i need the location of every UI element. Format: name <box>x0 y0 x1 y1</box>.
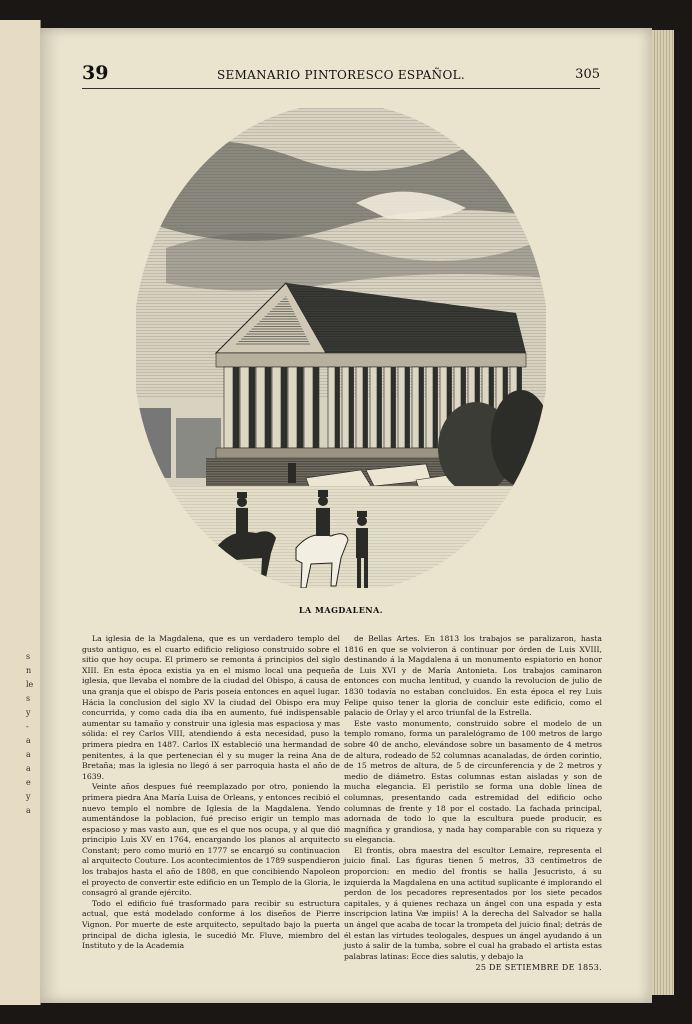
page-header <box>82 62 600 89</box>
facing-page-edge <box>0 20 41 1005</box>
facing-page-fragment: - <box>26 722 29 731</box>
facing-page-fragment: a <box>26 764 31 773</box>
column-shadow <box>297 367 303 448</box>
facing-page-fragment: s <box>26 652 31 661</box>
book-page <box>40 28 652 1003</box>
facing-page-fragment: y <box>26 708 31 717</box>
facing-page-fragment: a <box>26 750 31 759</box>
temple-column <box>412 367 419 448</box>
facing-page-fragment: a <box>26 736 31 745</box>
column-shadow <box>419 367 424 448</box>
column-shadow <box>335 367 340 448</box>
magdalena-engraving <box>136 108 546 588</box>
page-number: 305 <box>575 67 600 82</box>
facing-page-fragment: a <box>26 806 31 815</box>
temple-column <box>328 367 335 448</box>
temple-column <box>384 367 391 448</box>
issue-number: 39 <box>82 62 109 84</box>
facing-page-fragment: e <box>26 778 31 787</box>
article-column-1 <box>82 634 340 952</box>
column-shadow <box>349 367 354 448</box>
column-shadow <box>233 367 239 448</box>
column-shadow <box>377 367 382 448</box>
temple-column <box>398 367 405 448</box>
temple-column <box>342 367 349 448</box>
paragraph: Todo el edificio fué trasformado para recibir su estructura actual, que está modelado conforme á los diseños de Pierre Vignon. Por muerte de este arquitecto, sepultado bajo la puerta principal de dicha iglesia, le sucedió Mr. Fluve, miembro del Instituto y de la Academia <box>82 898 340 951</box>
temple-column <box>240 367 249 448</box>
column-shadow <box>433 367 438 448</box>
column-shadow <box>391 367 396 448</box>
paragraph: El frontis, obra maestra del escultor Lemaire, representa el juicio final. Las figuras tienen 5 metros, 33 centímetros de proporcion: en medio del frontis se halla Jesucristo, á su izquierda la Magdalena en una actitud suplicante é implorando el perdon de los pecadores representados por los siete pecados capitales, y á quienes rechaza un ángel con una espada y esta inscripcion latina Væ impiis! A la derecha del Salvador se halla un ángel que acaba de tocar la trompeta del juicio final; detrás de él estan las virtudes teologales, despues un ángel ayudando á un justo á salir de la tumba, sobre el cual ha grabado el artista estas palabras latinas: Ecce dies salutis, y debajo la <box>344 845 602 961</box>
facing-page-fragment: s <box>26 694 31 703</box>
column-shadow <box>405 367 410 448</box>
paragraph: La iglesia de la Magdalena, que es un verdadero templo del gusto antiguo, es el cuarto edificio religioso construido sobre el sitio que hoy ocupa. El primero se remonta á principios del siglo XIII. En esta época existia ya en el mismo local una pequeña iglesia, que llevaba el nombre de la ciudad del Obispo, á causa de una granja que el obispo de Paris poseia entonces en aquel lugar. Hácia la conclusion del siglo XV la ciudad del Obispo era muy concurrida, y como cada dia iba en aumento, fué indispensable aumentar su tamaño y construir una iglesia mas espaciosa y mas sólida: el rey Carlos VIII, atendiendo á esta necesidad, puso la primera piedra en 1487. Carlos IX estableció una hermandad de penitentes, á la que pertenecian él y su muger la reina Ana de Bretaña; mas la iglesia no llegó á ser parroquia hasta el año de 1639. <box>82 634 340 781</box>
page-stack-edge <box>652 30 674 995</box>
paragraph: de Bellas Artes. En 1813 los trabajos se paralizaron, hasta 1816 en que se volvieron á continuar por órden de Luis XVIII, destinando á la Magdalena á un monumento espiatorio en honor de Luis XVI y de María Antonieta. Los trabajos caminaron entonces con mucha lentitud, y cuando la revolucion de julio de 1830 todavía no estaban concluidos. En esta época el rey Luis Felipe quiso tener la gloria de concluir este edificio, como el palacio de Orlay y el arco triunfal de la Estrella. <box>344 634 602 718</box>
temple-column <box>370 367 377 448</box>
column-shadow <box>363 367 368 448</box>
paragraph: Este vasto monumento, construido sobre el modelo de un templo romano, forma un paralelógramo de 100 metros de largo sobre 40 de ancho, elevándose sobre un basamento de 4 metros de altura, rodeado de 52 columnas acanaladas, de órden corintio, de 15 metros de altura, de 5 de circunferencia y de 2 metros y medio de diámetro. Estas columnas estan aisladas y son de mucha elegancia. El peristilo se forma una doble línea de columnas, presentando cada estremidad del edificio ocho columnas de frente y 18 por el costado. La fachada principal, adornada de todo lo que la escultura puede producir, es magnífica y grandiosa, y nada hay comparable con su riqueza y su elegancia. <box>344 718 602 845</box>
column-shadow <box>281 367 287 448</box>
article-date: 25 DE SETIEMBRE DE 1853. <box>475 963 602 973</box>
paragraph: Veinte años despues fué reemplazado por otro, poniendo la primera piedra Ana María Luisa de Orleans, y entonces recibió el nuevo templo el nombre de Iglesia de la Magdalena. Yendo aumentándose la poblacion, fué preciso erigir un templo mas espacioso y mas vasto aun, que es el que nos ocupa, y al que dió principio Luis XV en 1764, encargando los planos al arquitecto Constant; pero como murió en 1777 se encargó su continuacion al arquitecto Couture. Los acontecimientos de 1789 suspendieron los trabajos hasta el año de 1808, en que concibiendo Napoleon el proyecto de convertir este edificio en un Templo de la Gloria, le consagró al grande ejército. <box>82 782 340 898</box>
facing-page-text-fragments <box>26 650 36 818</box>
column-shadow <box>249 367 255 448</box>
temple-column <box>224 367 233 448</box>
temple-column <box>426 367 433 448</box>
publication-title: SEMANARIO PINTORESCO ESPAÑOL. <box>217 68 465 82</box>
column-shadow <box>313 367 319 448</box>
temple-column <box>356 367 363 448</box>
temple-column <box>288 367 297 448</box>
facing-page-fragment: n <box>26 666 32 675</box>
facing-page-fragment: le <box>26 680 34 689</box>
temple-column <box>256 367 265 448</box>
illustration-caption: LA MAGDALENA. <box>298 605 384 615</box>
column-shadow <box>265 367 271 448</box>
article-column-2 <box>344 634 602 974</box>
temple-column <box>272 367 281 448</box>
temple-column <box>304 367 313 448</box>
facing-page-fragment: y <box>26 792 31 801</box>
